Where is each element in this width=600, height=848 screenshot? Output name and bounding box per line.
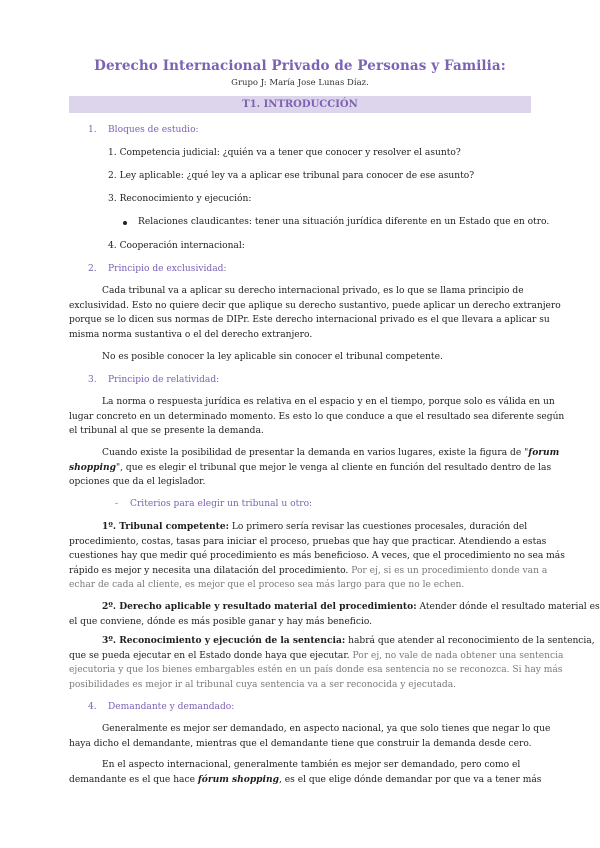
s2-heading: Principio de exclusividad:	[108, 264, 227, 274]
text-line: cuestiones hay que medir qué procedimiento es más beneficioso. A veces, que el procedimiento no sea más	[69, 551, 565, 562]
criterion-1-lead: 1º. Tribunal competente:	[102, 521, 229, 532]
text-line: el tribunal al que se presente la demanda.	[69, 426, 264, 437]
text-line: misma norma sustantiva o el del derecho extranjero.	[69, 329, 313, 340]
text-line: exclusividad. Esto no quiere decir que aplique su derecho sustantivo, puede aplicar un derecho extranjero	[69, 300, 561, 311]
text-line	[69, 634, 595, 649]
text-span: Cuando existe la posibilidad de presentar la demanda en varios lugares, existe la figura de "	[102, 448, 529, 458]
s2-paragraph-2: No es posible conocer la ley aplicable sin conocer el tribunal competente.	[102, 352, 443, 362]
example-text: ejecutoria y que los bienes embargables estén en un país donde esa sentencia no se reconozca. Si hay más	[69, 665, 563, 676]
text-line	[69, 520, 531, 535]
text-line: En el aspecto internacional, generalmente también es mejor ser demandado, pero como el	[102, 760, 521, 770]
s1-item-3-bullet: Relaciones claudicantes: tener una situación jurídica diferente en un Estado que en otro.	[138, 217, 550, 227]
text-span: demandante es el que hace	[69, 774, 198, 785]
text-span: ", que es elegir el tribunal que mejor le venga al cliente en función del resultado dentro de las	[115, 462, 552, 473]
text-line	[69, 461, 552, 476]
text-line: La norma o respuesta jurídica es relativa en el espacio y en el tiempo, porque solo es válida en un	[102, 397, 555, 407]
example-text: Por ej, si es un procedimiento donde van a	[351, 565, 548, 576]
text-span: Atender dónde el resultado material es	[416, 602, 600, 612]
text-span: rápido es mejor y necesita una dilatación del procedimiento.	[69, 565, 352, 576]
example-text: echar de cada al cliente, es mejor que el proceso sea más largo para que no le echen.	[69, 580, 465, 591]
text-line: lugar concreto en un determinado momento. Es esto lo que conduce a que el resultado sea diferente según	[69, 411, 565, 422]
text-line: procedimiento, costas, tasas para iniciar el proceso, pruebas que hay que practicar. Atendiendo a estas	[69, 536, 547, 547]
text-line: porque se lo dicen sus normas de DIPr. Este derecho internacional privado es el que llevara a aplicar su	[69, 315, 550, 326]
section-band	[69, 96, 531, 113]
text-span: habrá que atender al reconocimiento de la sentencia,	[345, 636, 595, 646]
bullet-icon	[123, 221, 127, 225]
text-line	[69, 564, 548, 579]
document-subtitle: Grupo J: María Jose Lunas Díaz.	[231, 78, 369, 88]
criterion-2-lead: 2º. Derecho aplicable y resultado material del procedimiento:	[102, 601, 417, 612]
text-span: , es el que elige dónde demandar por que va a tener más	[278, 774, 542, 785]
text-span: Lo primero sería revisar las cuestiones procesales, duración del	[228, 522, 528, 532]
criterion-1	[69, 520, 565, 593]
text-line	[69, 446, 560, 461]
text-line	[69, 600, 600, 615]
s3-paragraph-2	[69, 446, 560, 490]
text-line	[69, 649, 564, 664]
text-line: Generalmente es mejor ser demandado, en aspecto nacional, ya que solo tienes que negar lo que	[102, 724, 551, 734]
s4-heading: Demandante y demandado:	[108, 702, 235, 712]
text-line: haya dicho el demandante, mientras que el demandante tiene que construir la demanda desde cero.	[69, 738, 532, 749]
s4-number: 4.	[88, 702, 97, 712]
shopping-term: shopping	[69, 461, 116, 473]
text-span: que se pueda ejecutar en el Estado donde haya que ejecutar.	[69, 650, 353, 661]
text-line: opciones que da el legislador.	[69, 477, 206, 488]
criterion-3-lead: 3º. Reconocimiento y ejecución de la sentencia:	[102, 635, 346, 646]
forum-shopping-term: fórum shopping	[197, 773, 279, 785]
criterion-3	[69, 634, 595, 692]
s1-heading: Bloques de estudio:	[108, 125, 199, 135]
text-line	[69, 773, 542, 788]
criterion-2	[69, 600, 600, 629]
s1-item-1: 1. Competencia judicial: ¿quién va a tener que conocer y resolver el asunto?	[108, 148, 461, 158]
section-band-title: T1. INTRODUCCIÓN	[242, 99, 358, 110]
text-line: Cada tribunal va a aplicar su derecho internacional privado, es lo que se llama principio de	[102, 286, 524, 296]
s3-number: 3.	[88, 375, 97, 385]
s1-item-3: 3. Reconocimiento y ejecución:	[108, 194, 252, 204]
document-title: Derecho Internacional Privado de Personas y Familia:	[94, 58, 506, 74]
s1-number: 1.	[88, 125, 97, 135]
forum-term: forum	[528, 447, 560, 458]
s2-paragraph-1	[69, 284, 561, 342]
s1-item-2: 2. Ley aplicable: ¿qué ley va a aplicar ese tribunal para conocer de ese asunto?	[108, 171, 475, 181]
example-text: Por ej, no vale de nada obtener una sentencia	[352, 650, 564, 661]
s4-paragraph-1	[69, 722, 551, 751]
text-line: el que conviene, dónde es más posible ganar y hay más beneficio.	[69, 616, 373, 627]
s4-paragraph-2	[69, 758, 542, 787]
criteria-dash: -	[115, 499, 119, 509]
s2-number: 2.	[88, 264, 97, 274]
example-text: posibilidades es mejor ir al tribunal cuya sentencia va a ser reconocida y ejecutada.	[69, 679, 457, 690]
criteria-heading: Criterios para elegir un tribunal u otro:	[130, 499, 313, 509]
s1-item-4: 4. Cooperación internacional:	[108, 241, 245, 251]
s3-paragraph-1	[69, 395, 565, 439]
s3-heading: Principio de relatividad:	[108, 375, 220, 385]
